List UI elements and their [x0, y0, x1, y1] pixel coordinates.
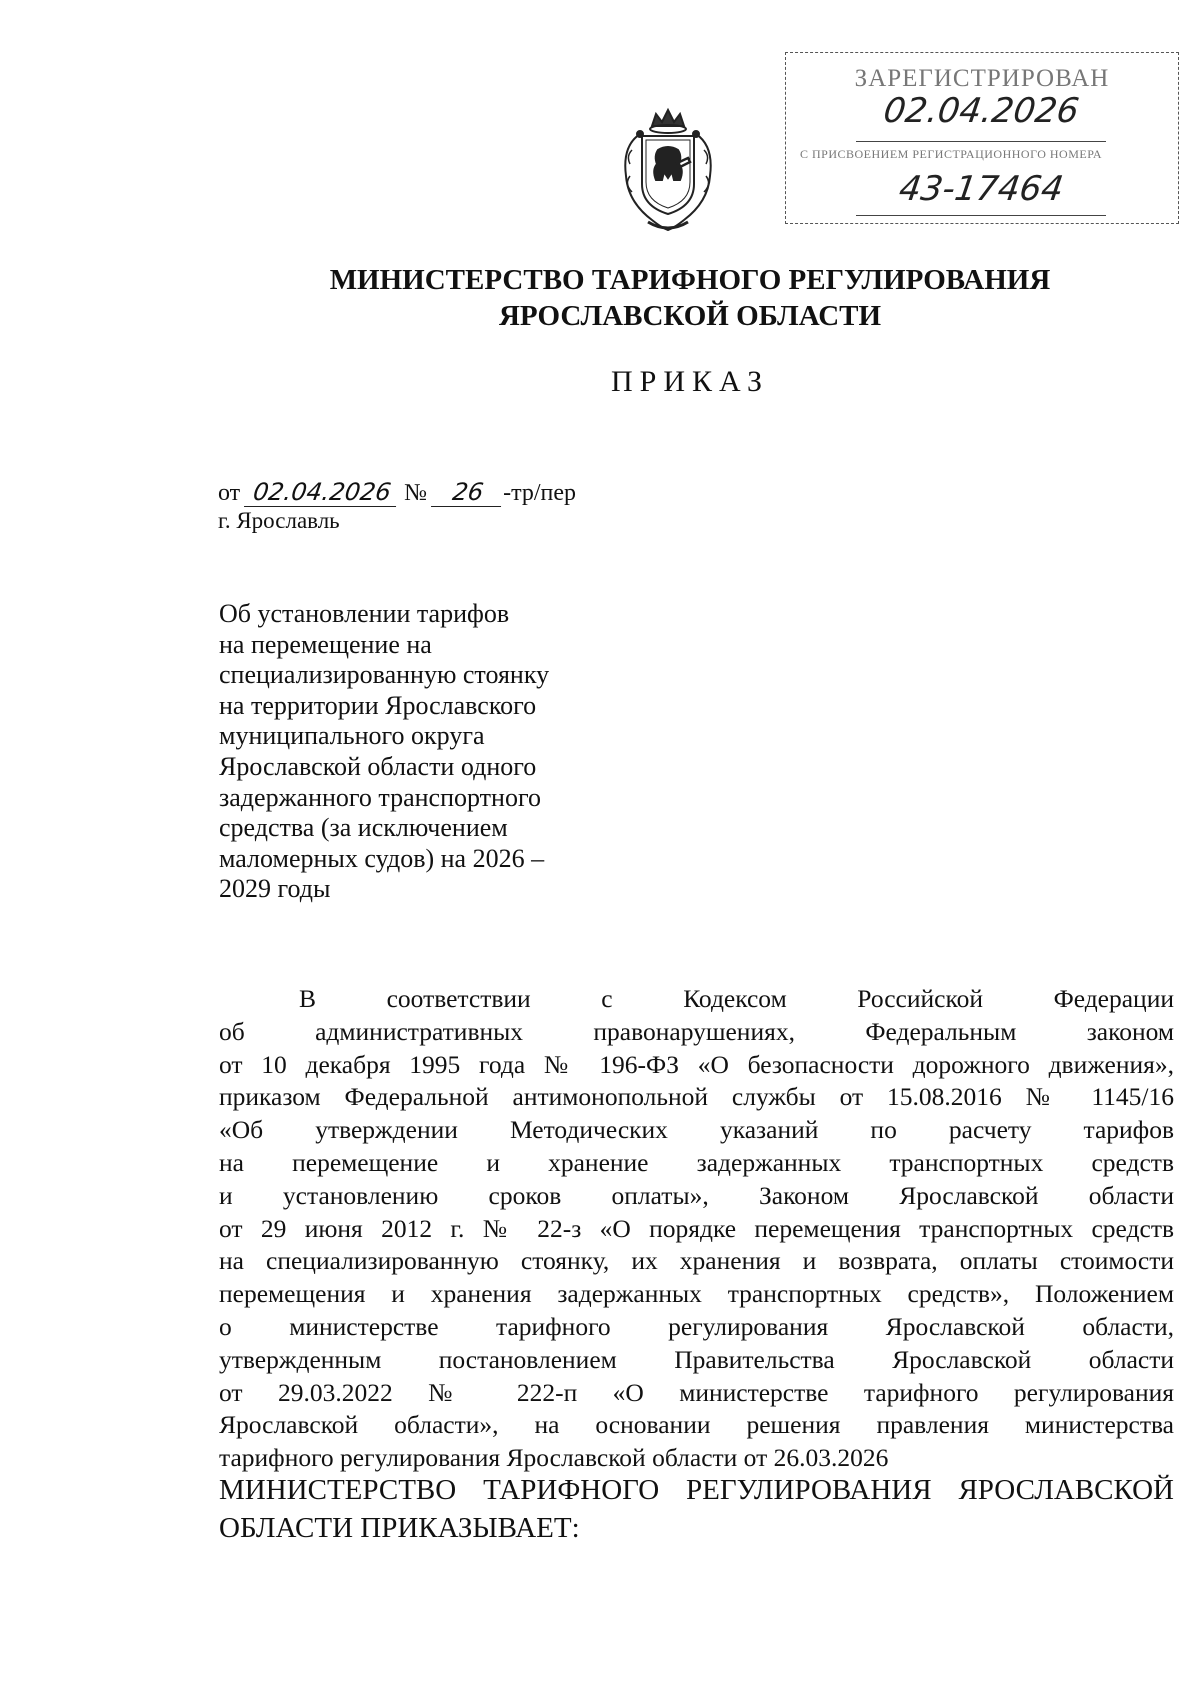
coat-of-arms-emblem: [612, 106, 724, 236]
subject-line: средства (за исключением: [219, 813, 508, 843]
body-line: об административных правонарушениях, Федеральным законом: [219, 1016, 1174, 1046]
order-date-prefix: от: [218, 480, 241, 506]
body-line: о министерстве тарифного регулирования Ярославской области,: [219, 1311, 1174, 1341]
body-line: и установлению сроков оплаты», Законом Ярославской области: [219, 1180, 1174, 1210]
subject-line: на территории Ярославского: [219, 690, 537, 720]
stamp-handwritten-number: 43-17464: [896, 169, 1066, 209]
subject-line: маломерных судов) на 2026 –: [219, 843, 545, 873]
order-directive: [219, 1471, 1174, 1547]
stamp-underline: [856, 141, 1106, 142]
body-line: тарифного регулирования Ярославской области от 26.03.2026: [219, 1443, 889, 1473]
body-line: В соответствии с Кодексом Российской Федерации: [299, 984, 1174, 1013]
body-line: приказом Федеральной антимонопольной службы от 15.08.2016 № 1145/16: [219, 1082, 1174, 1112]
body-line: от 10 декабря 1995 года № 196-ФЗ «О безопасности дорожного движения»,: [219, 1049, 1174, 1079]
stamp-title: ЗАРЕГИСТРИРОВАН: [854, 65, 1110, 92]
subject-line: задержанного транспортного: [219, 782, 541, 812]
subject-line: специализированную стоянку: [219, 660, 550, 690]
subject-line: на перемещение на: [219, 629, 432, 659]
directive-line: МИНИСТЕРСТВО ТАРИФНОГО РЕГУЛИРОВАНИЯ ЯРОСЛАВСКОЙ: [219, 1474, 1174, 1506]
order-number-suffix: -тр/пер: [503, 480, 577, 506]
subject-line: муниципального округа: [219, 721, 485, 751]
order-number-handwritten: 26: [431, 478, 505, 507]
subject-line: Об установлении тарифов: [219, 599, 510, 628]
subject-line: Ярославской области одного: [219, 751, 537, 781]
order-city: г. Ярославль: [218, 508, 340, 533]
body-line: Ярославской области», на основании решения правления министерства: [219, 1410, 1174, 1440]
order-preamble: [219, 983, 1174, 1475]
ministry-heading-line1: МИНИСТЕРСТВО ТАРИФНОГО РЕГУЛИРОВАНИЯ: [329, 264, 1051, 296]
ministry-heading-line2: ЯРОСЛАВСКОЙ ОБЛАСТИ: [498, 300, 882, 332]
body-line: на перемещение и хранение задержанных транспортных средств: [219, 1147, 1174, 1177]
order-subject: [219, 599, 589, 905]
directive-line: ОБЛАСТИ ПРИКАЗЫВАЕТ:: [219, 1512, 580, 1544]
stamp-subtitle: С ПРИСВОЕНИЕМ РЕГИСТРАЦИОННОГО НОМЕРА: [800, 147, 1103, 161]
body-line: «Об утверждении Методических указаний по расчету тарифов: [219, 1115, 1174, 1145]
registration-stamp: [785, 52, 1179, 224]
body-line: от 29.03.2022 № 222-п «О министерстве тарифного регулирования: [219, 1377, 1174, 1407]
body-line: перемещения и хранения задержанных транспортных средств», Положением: [219, 1279, 1174, 1309]
body-line: утвержденным постановлением Правительства Ярославской области: [219, 1344, 1174, 1374]
stamp-handwritten-date: 02.04.2026: [881, 91, 1082, 131]
body-line: на специализированную стоянку, их хранения и возврата, оплаты стоимости: [219, 1246, 1174, 1276]
order-number-line: [218, 478, 576, 507]
order-date-handwritten: 02.04.2026: [244, 478, 400, 507]
document-type-title: ПРИКАЗ: [611, 365, 769, 398]
body-line: от 29 июня 2012 г. № 22-з «О порядке перемещения транспортных средств: [219, 1213, 1174, 1243]
ministry-heading: [0, 262, 1200, 334]
subject-line: 2029 годы: [219, 874, 331, 904]
stamp-underline: [856, 215, 1106, 216]
order-number-sign: №: [404, 480, 428, 506]
